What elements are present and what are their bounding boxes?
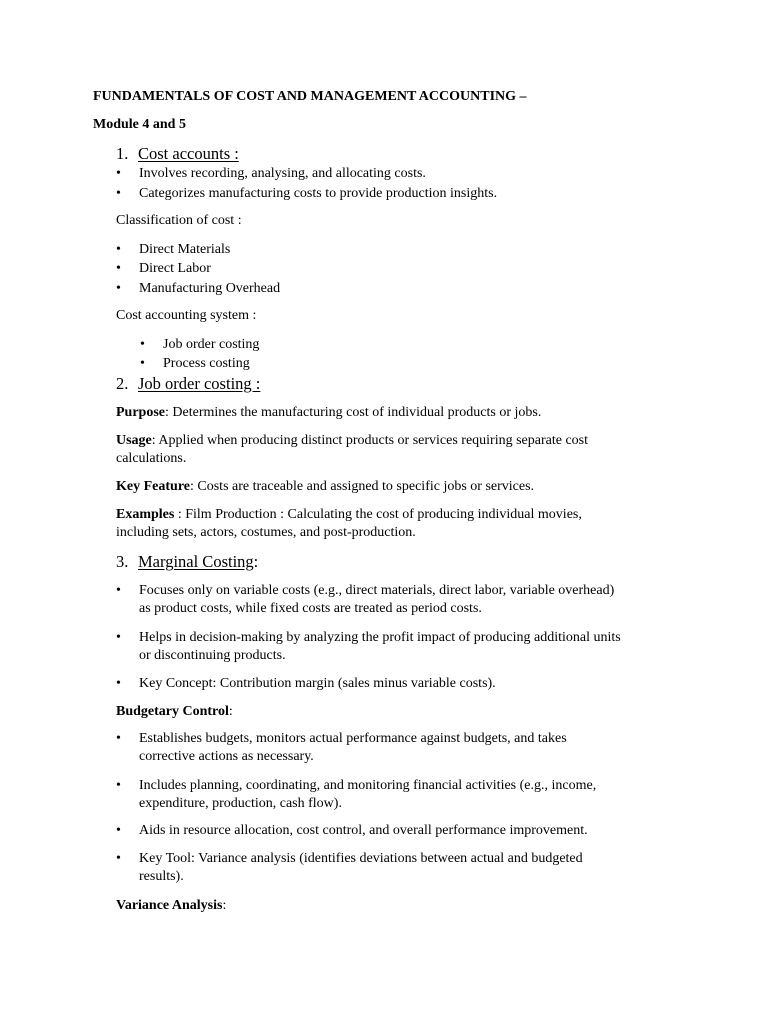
list-item: Key Concept: Contribution margin (sales minus variable costs). [139,676,496,691]
document-title: FUNDAMENTALS OF COST AND MANAGEMENT ACCOUNTING – [93,89,527,104]
bullet-icon: • [116,583,121,598]
section-1-heading [116,144,239,164]
bullet-icon: • [116,630,121,645]
classification-label: Classification of cost : [116,213,242,228]
bullet-icon: • [116,186,121,201]
bullet-icon: • [116,281,121,296]
bullet-icon: • [116,676,121,691]
list-item: Aids in resource allocation, cost control, and overall performance improvement. [139,823,588,838]
variance-analysis-label: Variance Analysis: [116,898,227,913]
bullet-icon: • [116,823,121,838]
list-item: Key Tool: Variance analysis (identifies deviations between actual and budgeted results). [139,851,583,884]
bullet-icon: • [116,261,121,276]
budgetary-control-label: Budgetary Control: [116,704,233,719]
section-number: 2. [116,374,129,393]
section-title: Marginal Costing [138,552,254,571]
section-3-heading: 3. Marginal Costing: [116,552,259,571]
section-number: 3. [116,552,129,571]
section-title: Job order costing : [138,374,261,393]
bullet-icon: • [116,778,121,793]
key-feature-paragraph: Key Feature: Costs are traceable and assigned to specific jobs or services. [116,479,535,494]
list-item: Includes planning, coordinating, and monitoring financial activities (e.g., income, expenditure, production, cash flow). [139,778,597,811]
list-item: Focuses only on variable costs (e.g., direct materials, direct labor, variable overhead) as product costs, while fixed costs are treated as period costs. [139,583,615,616]
section-2-heading [116,374,260,394]
purpose-paragraph: Purpose: Determines the manufacturing cost of individual products or jobs. [116,405,542,420]
examples-paragraph: Examples : Film Production : Calculating the cost of producing individual movies, including sets, actors, costumes, and post-production. [116,507,582,540]
system-label: Cost accounting system : [116,308,257,323]
bullet-icon: • [116,731,121,746]
list-item: Establishes budgets, monitors actual performance against budgets, and takes corrective actions as necessary. [139,731,567,764]
section-title: Cost accounts : [138,144,239,163]
section-number: 1. [116,144,129,163]
bullet-icon: • [116,166,121,181]
bullet-icon: • [140,356,145,371]
bullet-icon: • [116,242,121,257]
usage-paragraph: Usage: Applied when producing distinct products or services requiring separate cost calculations. [116,433,589,466]
list-item: Helps in decision-making by analyzing the profit impact of producing additional units or discontinuing products. [139,630,621,663]
module-subtitle: Module 4 and 5 [93,117,186,132]
bullet-icon: • [116,851,121,866]
bullet-icon: • [140,337,145,352]
